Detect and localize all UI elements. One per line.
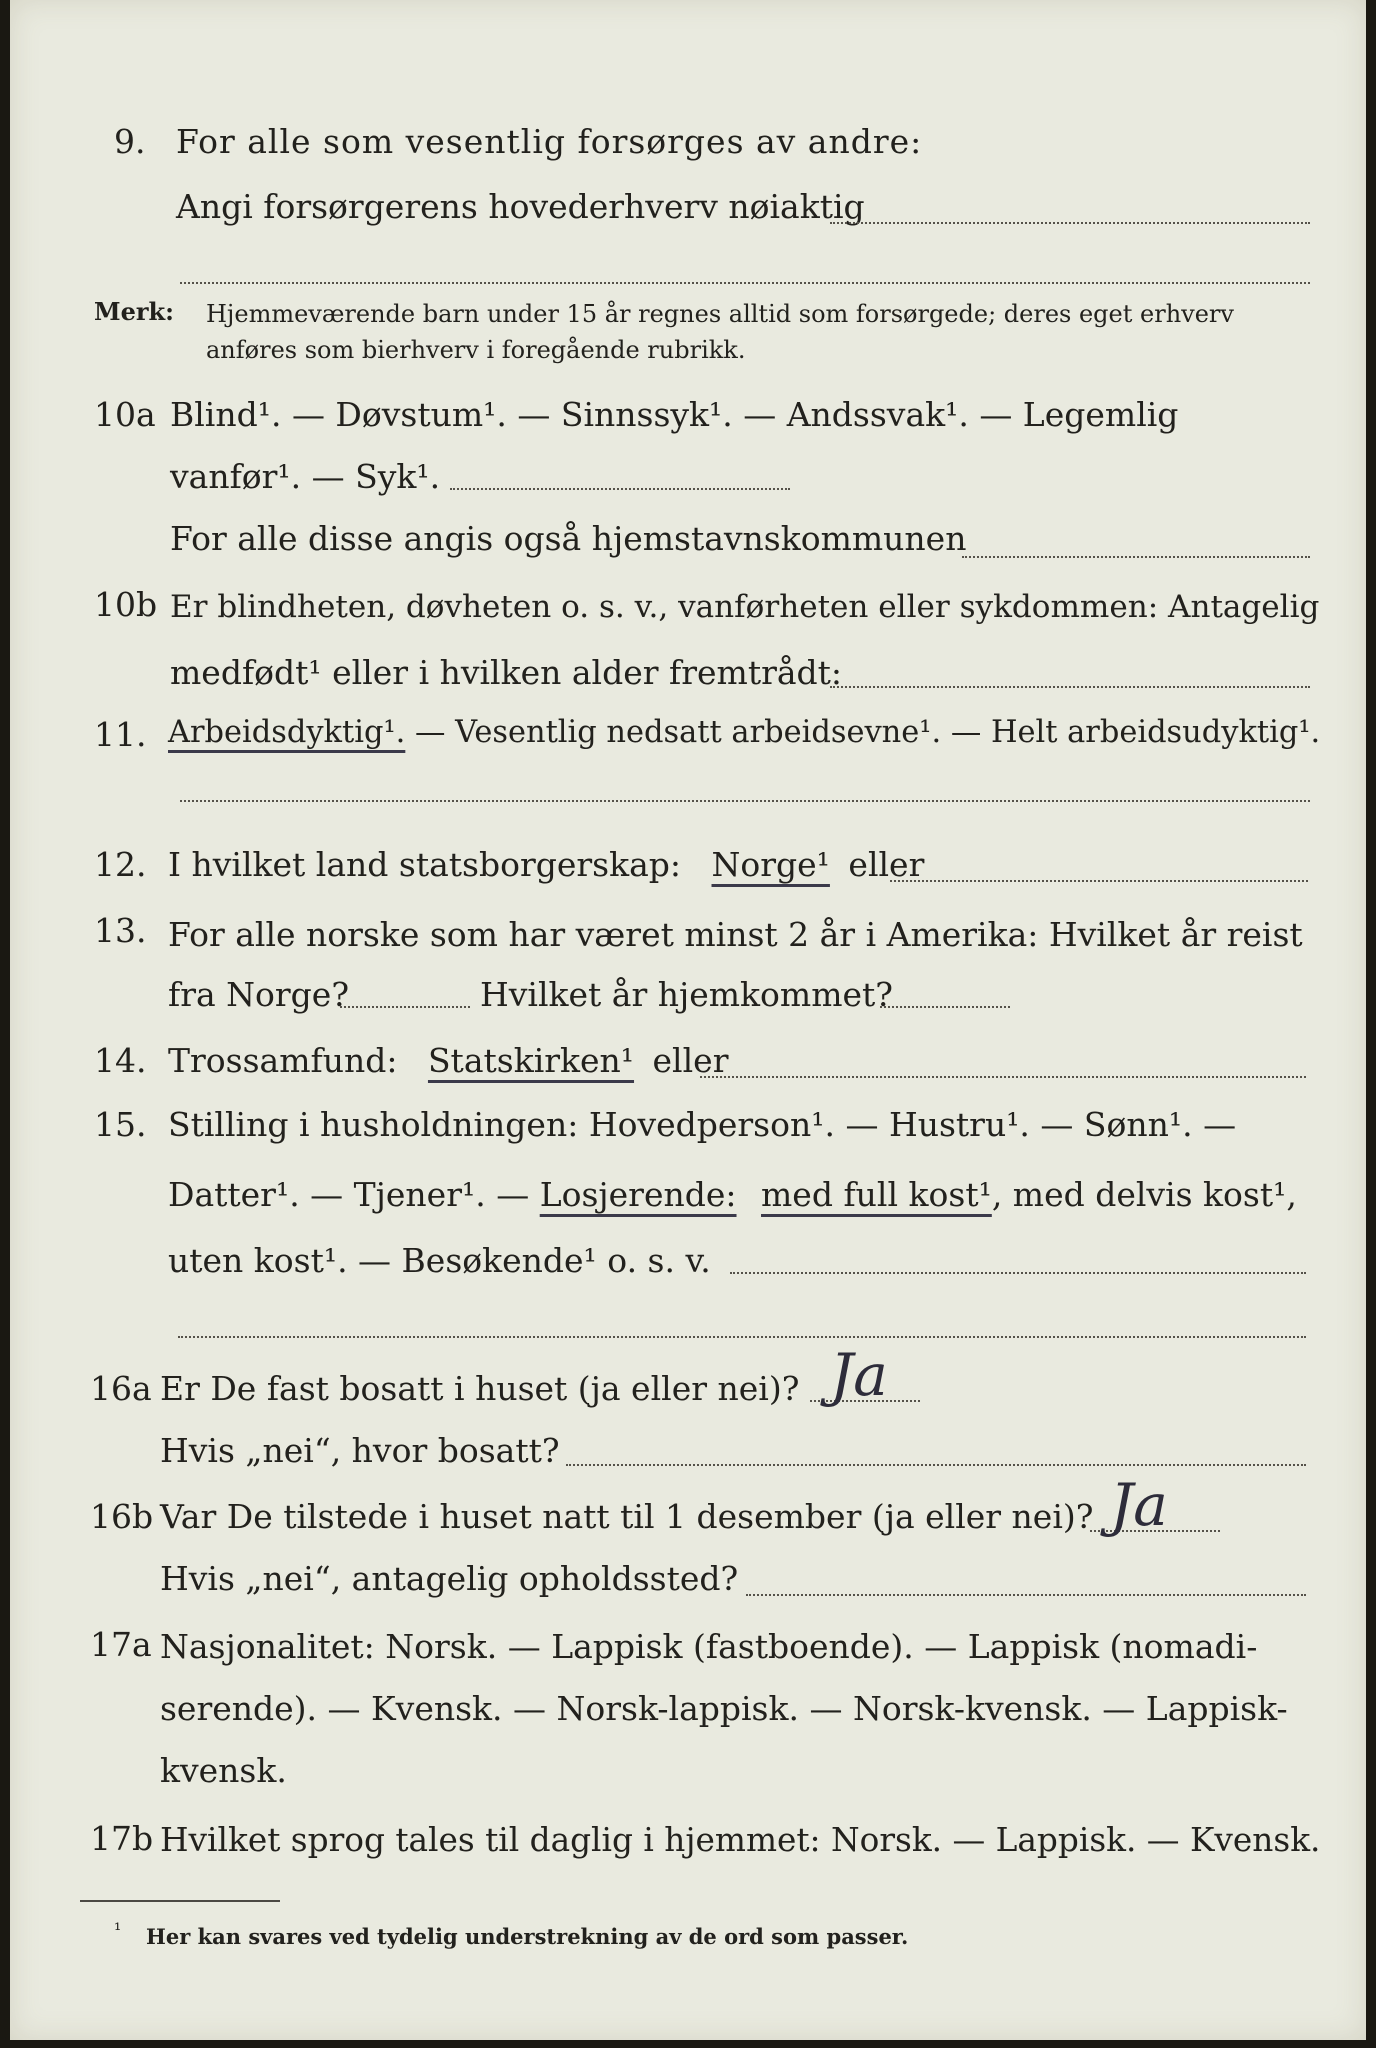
q11-answer-field[interactable] <box>180 800 1310 802</box>
q16a-line2: Hvis „nei“, hvor bosatt? <box>160 1431 560 1470</box>
q17b-number: 17b <box>90 1819 154 1858</box>
q17a-line2: serende). — Kvensk. — Norsk-lappisk. — Norsk-kvensk. — Lappisk- <box>160 1689 1288 1728</box>
q9-line1: For alle som vesentlig forsørges av andre: <box>176 122 923 161</box>
q9-line2: Angi forsørgerens hovederhverv nøiaktig <box>176 187 865 226</box>
q13-year-left-field[interactable] <box>340 1006 470 1008</box>
note-line1: Hjemmeværende barn under 15 år regnes alltid som forsørgede; deres eget erhverv <box>206 300 1234 328</box>
q12-option-norge[interactable]: Norge¹ <box>711 845 830 884</box>
q13-number: 13. <box>94 911 147 950</box>
q11-number: 11. <box>94 715 147 754</box>
q15-line2a: Datter¹. — Tjener¹. — <box>168 1175 530 1214</box>
q15-line2 <box>168 1175 1297 1214</box>
q11-option-arbeidsdyktig[interactable]: Arbeidsdyktig¹. <box>168 715 406 750</box>
q10a-line3: For alle disse angis også hjemstavnskommunen <box>170 519 967 558</box>
q10b-number: 10b <box>94 585 158 624</box>
q16b-line2: Hvis „nei“, antagelig opholdssted? <box>160 1559 739 1598</box>
q15-number: 15. <box>94 1105 147 1144</box>
q11-text <box>168 715 1321 750</box>
q10a-line2: vanfør¹. — Syk¹. <box>170 457 441 496</box>
q17b-line1: Hvilket sprog tales til daglig i hjemmet: Norsk. — Lappisk. — Kvensk. <box>160 1821 1321 1859</box>
q14-post: eller <box>652 1041 729 1080</box>
q10a-answer-field[interactable] <box>450 488 790 490</box>
q12-text <box>168 845 925 884</box>
q16a-number: 16a <box>90 1369 152 1408</box>
q11-rest: — Vesentlig nedsatt arbeidsevne¹. — Helt arbeidsudyktig¹. <box>415 715 1321 750</box>
q16a-line1: Er De fast bosatt i huset (ja eller nei)? <box>160 1369 800 1408</box>
q9-number: 9. <box>114 122 146 161</box>
q14-option-statskirken[interactable]: Statskirken¹ <box>427 1041 635 1080</box>
footnote-text: Her kan svares ved tydelig understrekning av de ord som passer. <box>146 1924 909 1949</box>
q16a-handwritten-answer: Ja <box>830 1341 888 1409</box>
q10a-line1: Blind¹. — Døvstum¹. — Sinnssyk¹. — Andssvak¹. — Legemlig <box>170 395 1179 434</box>
q13-year-returned-field[interactable] <box>880 1006 1010 1008</box>
q17a-line1: Nasjonalitet: Norsk. — Lappisk (fastboende). — Lappisk (nomadi- <box>160 1627 1258 1666</box>
q10a-hometown-field[interactable] <box>962 556 1310 558</box>
q13-line2b: Hvilket år hjemkommet? <box>480 975 893 1014</box>
footnote-rule <box>80 1900 280 1902</box>
q16b-line1: Var De tilstede i huset natt til 1 desember (ja eller nei)? <box>160 1497 1094 1536</box>
q12-number: 12. <box>94 845 147 884</box>
q14-answer-field[interactable] <box>700 1076 1306 1078</box>
q15-line2d: , med delvis kost¹, <box>991 1175 1297 1214</box>
q10b-line1: Er blindheten, døvheten o. s. v., vanførheten eller sykdommen: Antagelig <box>170 589 1320 625</box>
q17a-number: 17a <box>90 1625 152 1664</box>
q10b-answer-field[interactable] <box>830 686 1310 688</box>
footnote-mark: ¹ <box>114 1920 122 1941</box>
q9-answer-field-2[interactable] <box>180 282 1310 284</box>
q12-pre: I hvilket land statsborgerskap: <box>168 845 682 884</box>
q17a-line3: kvensk. <box>160 1751 287 1790</box>
q16a-residence-field[interactable] <box>566 1464 1306 1466</box>
note-line2: anføres som bierhverv i foregående rubrikk. <box>206 336 746 364</box>
q15-answer-field-2[interactable] <box>178 1336 1306 1338</box>
q16b-number: 16b <box>90 1497 154 1536</box>
q13-line1: For alle norske som har været minst 2 år i Amerika: Hvilket år reist <box>168 915 1303 954</box>
q16b-handwritten-answer: Ja <box>1110 1471 1168 1539</box>
q13-line2a: fra Norge? <box>168 975 350 1014</box>
q15-option-losjerende[interactable]: Losjerende: <box>539 1175 737 1214</box>
q16b-whereabouts-field[interactable] <box>746 1594 1306 1596</box>
note-label: Merk: <box>94 297 174 326</box>
q15-line1: Stilling i husholdningen: Hovedperson¹. — Hustru¹. — Sønn¹. — <box>168 1105 1237 1144</box>
q10a-number: 10a <box>94 395 156 434</box>
q15-answer-field[interactable] <box>730 1272 1306 1274</box>
census-form-page <box>10 0 1366 2040</box>
q15-option-full-kost[interactable]: med full kost¹ <box>761 1175 992 1214</box>
q14-number: 14. <box>94 1041 147 1080</box>
q15-line3: uten kost¹. — Besøkende¹ o. s. v. <box>168 1241 711 1280</box>
q12-answer-field[interactable] <box>890 880 1308 882</box>
q12-post: eller <box>848 845 925 884</box>
q14-pre: Trossamfund: <box>168 1041 398 1080</box>
q9-answer-field[interactable] <box>830 222 1310 224</box>
q10b-line2: medfødt¹ eller i hvilken alder fremtrådt: <box>170 653 843 692</box>
q14-text <box>168 1041 729 1080</box>
